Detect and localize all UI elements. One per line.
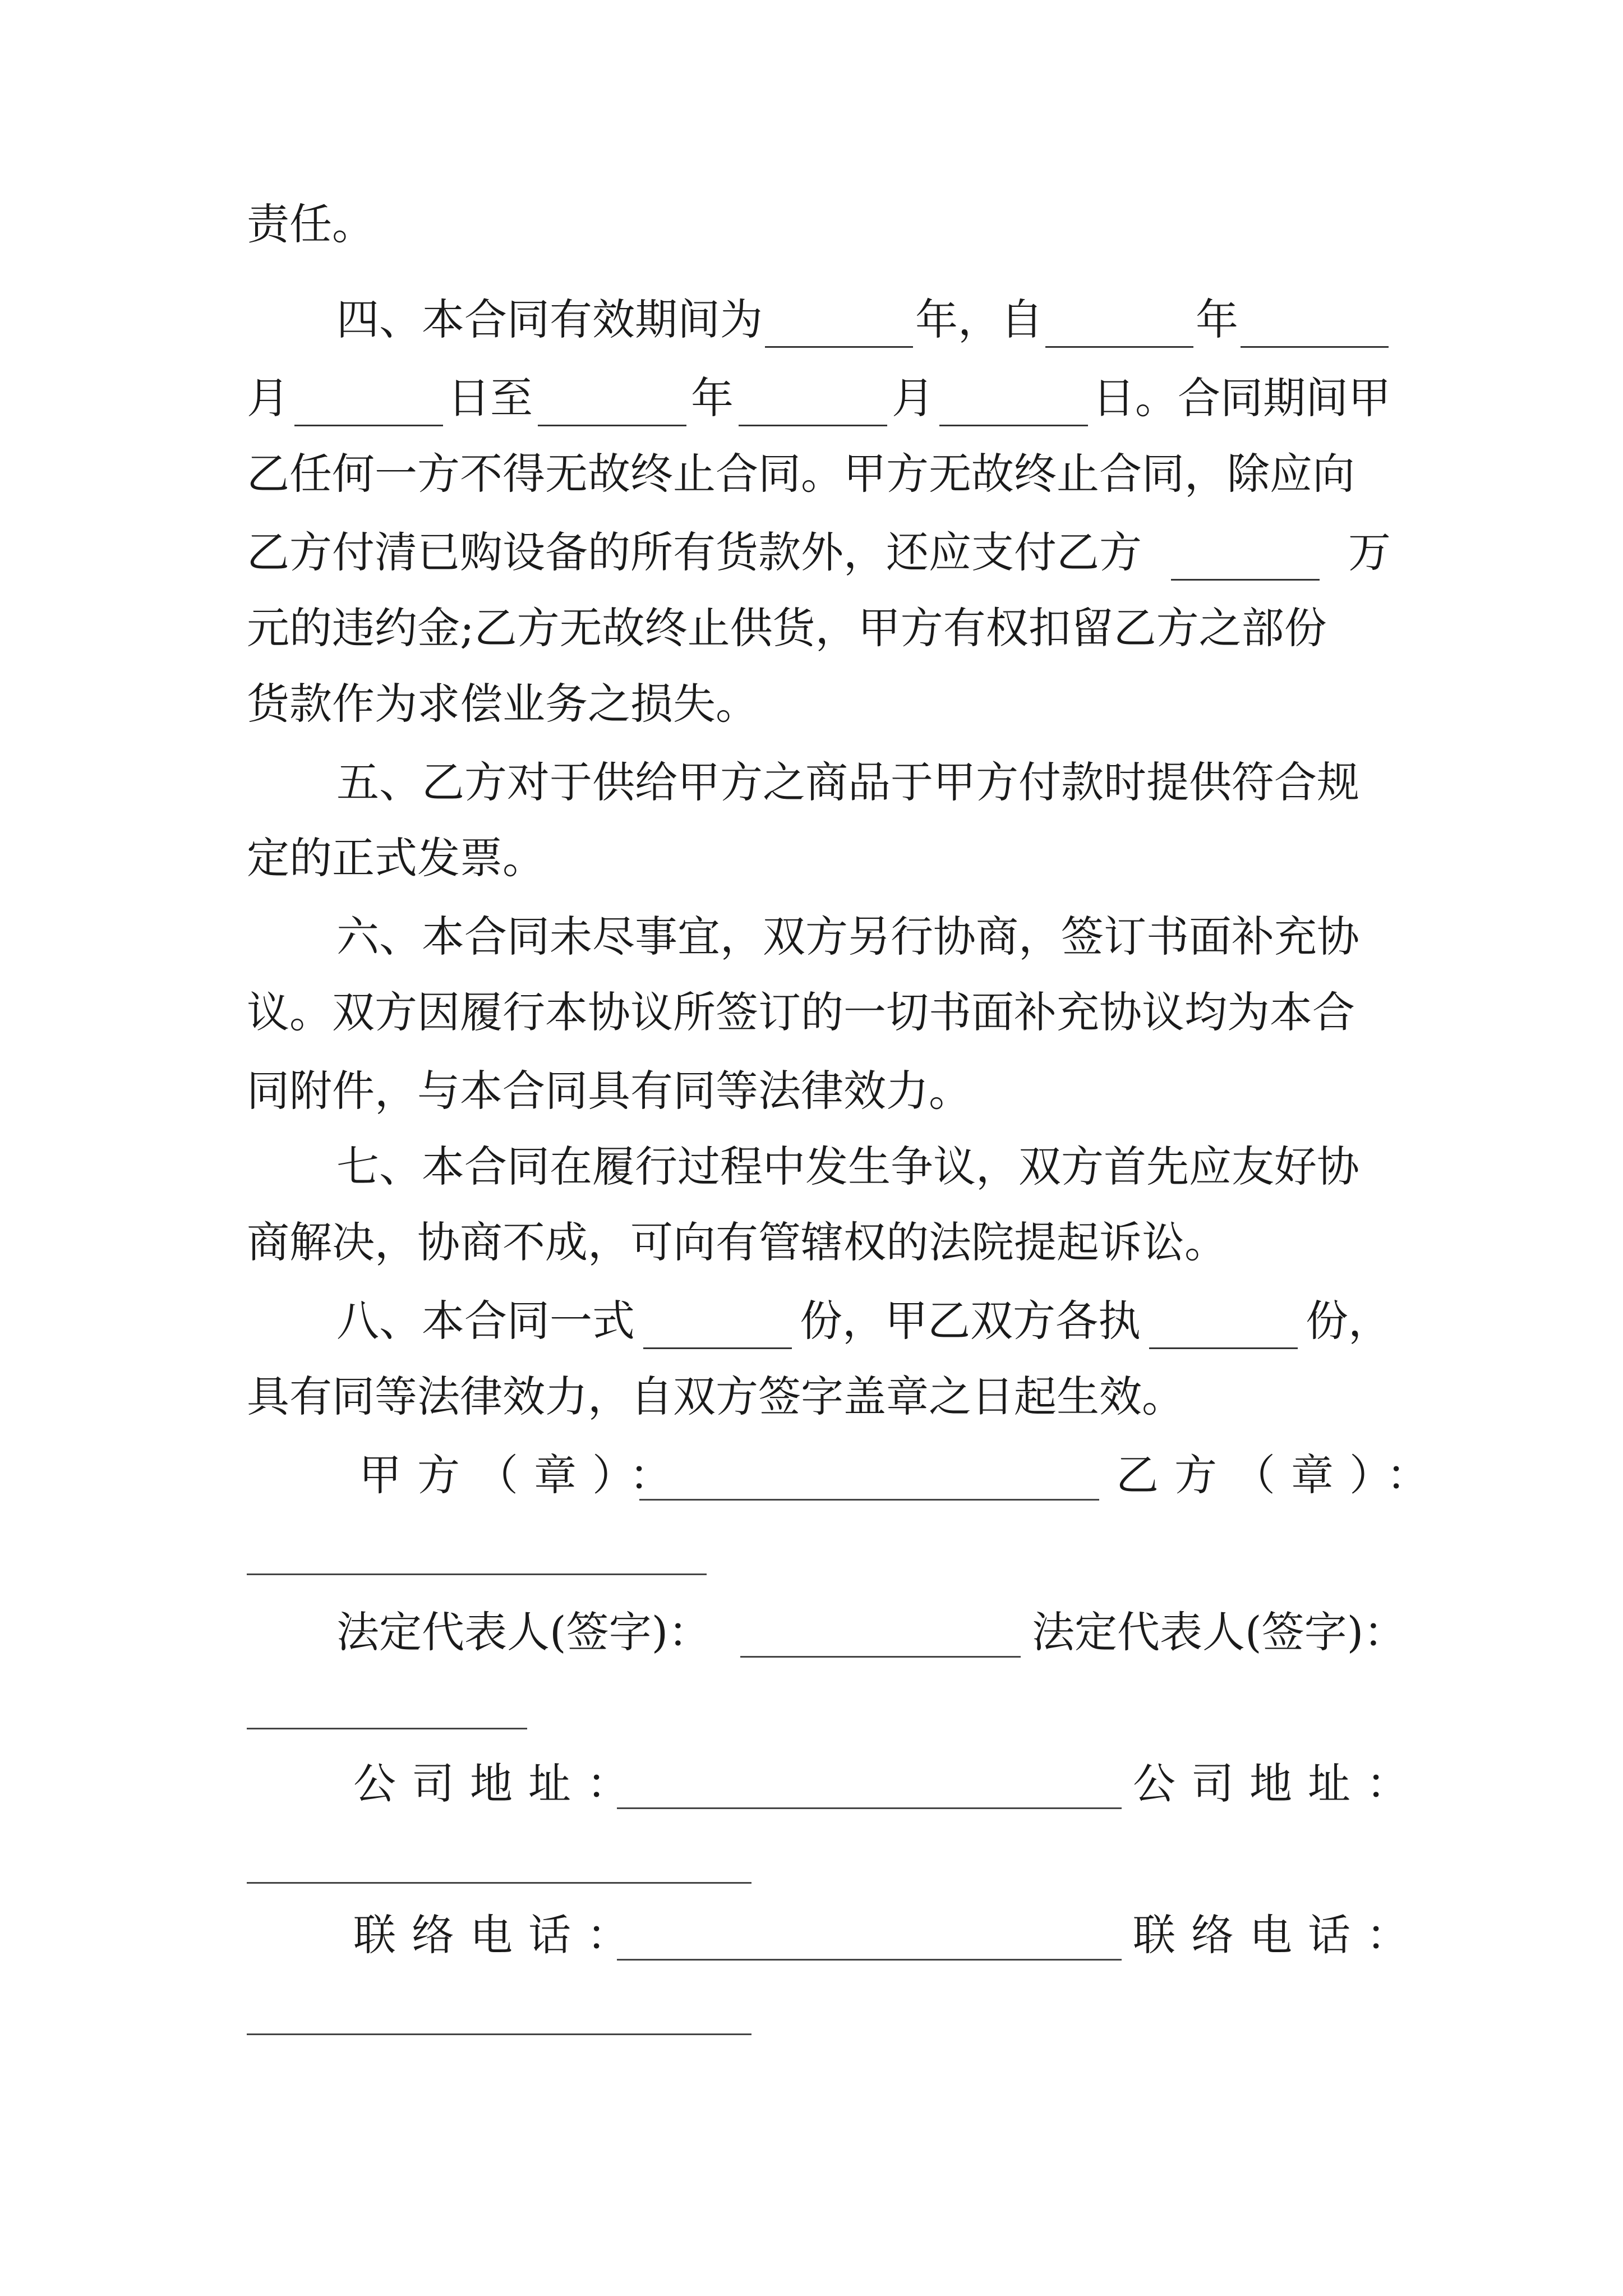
fill-blank[interactable] bbox=[1241, 307, 1389, 348]
text-span: 四、本合同有效期间为 bbox=[336, 295, 763, 344]
text-span: 元的违约金;乙方无故终止供货，甲方有权扣留乙方之部份 bbox=[247, 603, 1327, 653]
text-span: 月 bbox=[892, 373, 934, 423]
text-line bbox=[336, 754, 1391, 811]
text-line bbox=[336, 1139, 1391, 1195]
rep-a-label bbox=[336, 1604, 711, 1660]
text-span: 八、本合同一式 bbox=[336, 1296, 635, 1346]
fill-blank[interactable] bbox=[538, 385, 686, 426]
text-span: 乙方付清已购设备的所有货款外，还应支付乙方 bbox=[247, 527, 1142, 577]
text-span: 公司地址： bbox=[1133, 1759, 1424, 1809]
phone-a-blank[interactable] bbox=[617, 1959, 1122, 1961]
text-span: 年 bbox=[691, 373, 734, 423]
text-line bbox=[247, 830, 1391, 886]
rep-b-label bbox=[1032, 1604, 1406, 1660]
text-span: 日至 bbox=[448, 373, 533, 423]
fill-blank[interactable] bbox=[1045, 307, 1193, 348]
phone-b-label bbox=[1133, 1907, 1424, 1963]
text-span: 甲方（章）： bbox=[359, 1450, 688, 1500]
fill-blank[interactable] bbox=[294, 385, 443, 426]
text-span: 联络电话： bbox=[1133, 1910, 1424, 1960]
text-line bbox=[247, 524, 1391, 581]
text-span: 商解决，协商不成，可向有管辖权的法院提起诉讼。 bbox=[247, 1217, 1227, 1267]
text-line bbox=[247, 1063, 1391, 1119]
text-span: 乙方（章）： bbox=[1116, 1450, 1445, 1500]
addr-a-label bbox=[353, 1756, 645, 1812]
rep-b-blank[interactable] bbox=[247, 1728, 527, 1729]
phone-a-label bbox=[353, 1907, 645, 1963]
addr-b-blank[interactable] bbox=[247, 1882, 751, 1884]
text-span: 五、乙方对于供给甲方之商品于甲方付款时提供符合规 bbox=[336, 757, 1359, 807]
fill-blank[interactable] bbox=[739, 385, 887, 426]
phone-b-blank[interactable] bbox=[247, 2033, 751, 2035]
text-line bbox=[247, 370, 1391, 426]
text-line bbox=[247, 1369, 1391, 1425]
text-line bbox=[336, 909, 1391, 965]
text-span: 份，甲乙双方各执 bbox=[800, 1296, 1141, 1346]
fill-blank[interactable] bbox=[1171, 540, 1320, 581]
text-line bbox=[336, 292, 1391, 348]
rep-a-blank[interactable] bbox=[740, 1656, 1021, 1658]
text-line bbox=[247, 196, 1391, 252]
text-span: 份， bbox=[1306, 1296, 1391, 1346]
party-a-seal-blank[interactable] bbox=[639, 1499, 1099, 1501]
text-line bbox=[247, 446, 1391, 502]
text-span: 联络电话： bbox=[353, 1910, 645, 1960]
text-span: 定的正式发票。 bbox=[247, 833, 545, 883]
fill-blank[interactable] bbox=[939, 385, 1088, 426]
addr-b-label bbox=[1133, 1756, 1424, 1812]
text-span: 具有同等法律效力，自双方签字盖章之日起生效。 bbox=[247, 1372, 1184, 1421]
text-span: 议。双方因履行本协议所签订的一切书面补充协议均为本合 bbox=[247, 987, 1355, 1037]
addr-a-blank[interactable] bbox=[617, 1807, 1122, 1809]
text-span: 年 bbox=[1196, 295, 1238, 344]
text-span: 货款作为求偿业务之损失。 bbox=[247, 679, 758, 729]
text-line bbox=[247, 984, 1391, 1041]
party-b-seal-label bbox=[1116, 1447, 1445, 1503]
text-span: 责任。 bbox=[247, 199, 375, 249]
text-span: 法定代表人(签字)： bbox=[336, 1607, 711, 1657]
fill-blank[interactable] bbox=[1149, 1308, 1298, 1349]
party-a-seal-label bbox=[359, 1447, 688, 1503]
text-line bbox=[247, 600, 1391, 656]
text-span: 公司地址： bbox=[353, 1759, 645, 1809]
text-span: 乙任何一方不得无故终止合同。甲方无故终止合同，除应向 bbox=[247, 449, 1355, 499]
fill-blank[interactable] bbox=[765, 307, 913, 348]
text-span: 万 bbox=[1348, 527, 1391, 577]
fill-blank[interactable] bbox=[643, 1308, 792, 1349]
text-line bbox=[336, 1293, 1391, 1349]
text-span: 月 bbox=[247, 373, 289, 423]
text-span: 七、本合同在履行过程中发生争议，双方首先应友好协 bbox=[336, 1142, 1359, 1191]
party-b-seal-blank[interactable] bbox=[247, 1573, 707, 1575]
text-line bbox=[247, 1214, 1391, 1271]
text-line bbox=[247, 676, 1391, 732]
text-span: 同附件，与本合同具有同等法律效力。 bbox=[247, 1066, 971, 1116]
text-span: 六、本合同未尽事宜，双方另行协商，签订书面补充协 bbox=[336, 912, 1359, 961]
text-span: 日。合同期间甲 bbox=[1092, 373, 1391, 423]
text-span: 法定代表人(签字)： bbox=[1032, 1607, 1407, 1657]
text-span: 年，自 bbox=[915, 295, 1043, 344]
